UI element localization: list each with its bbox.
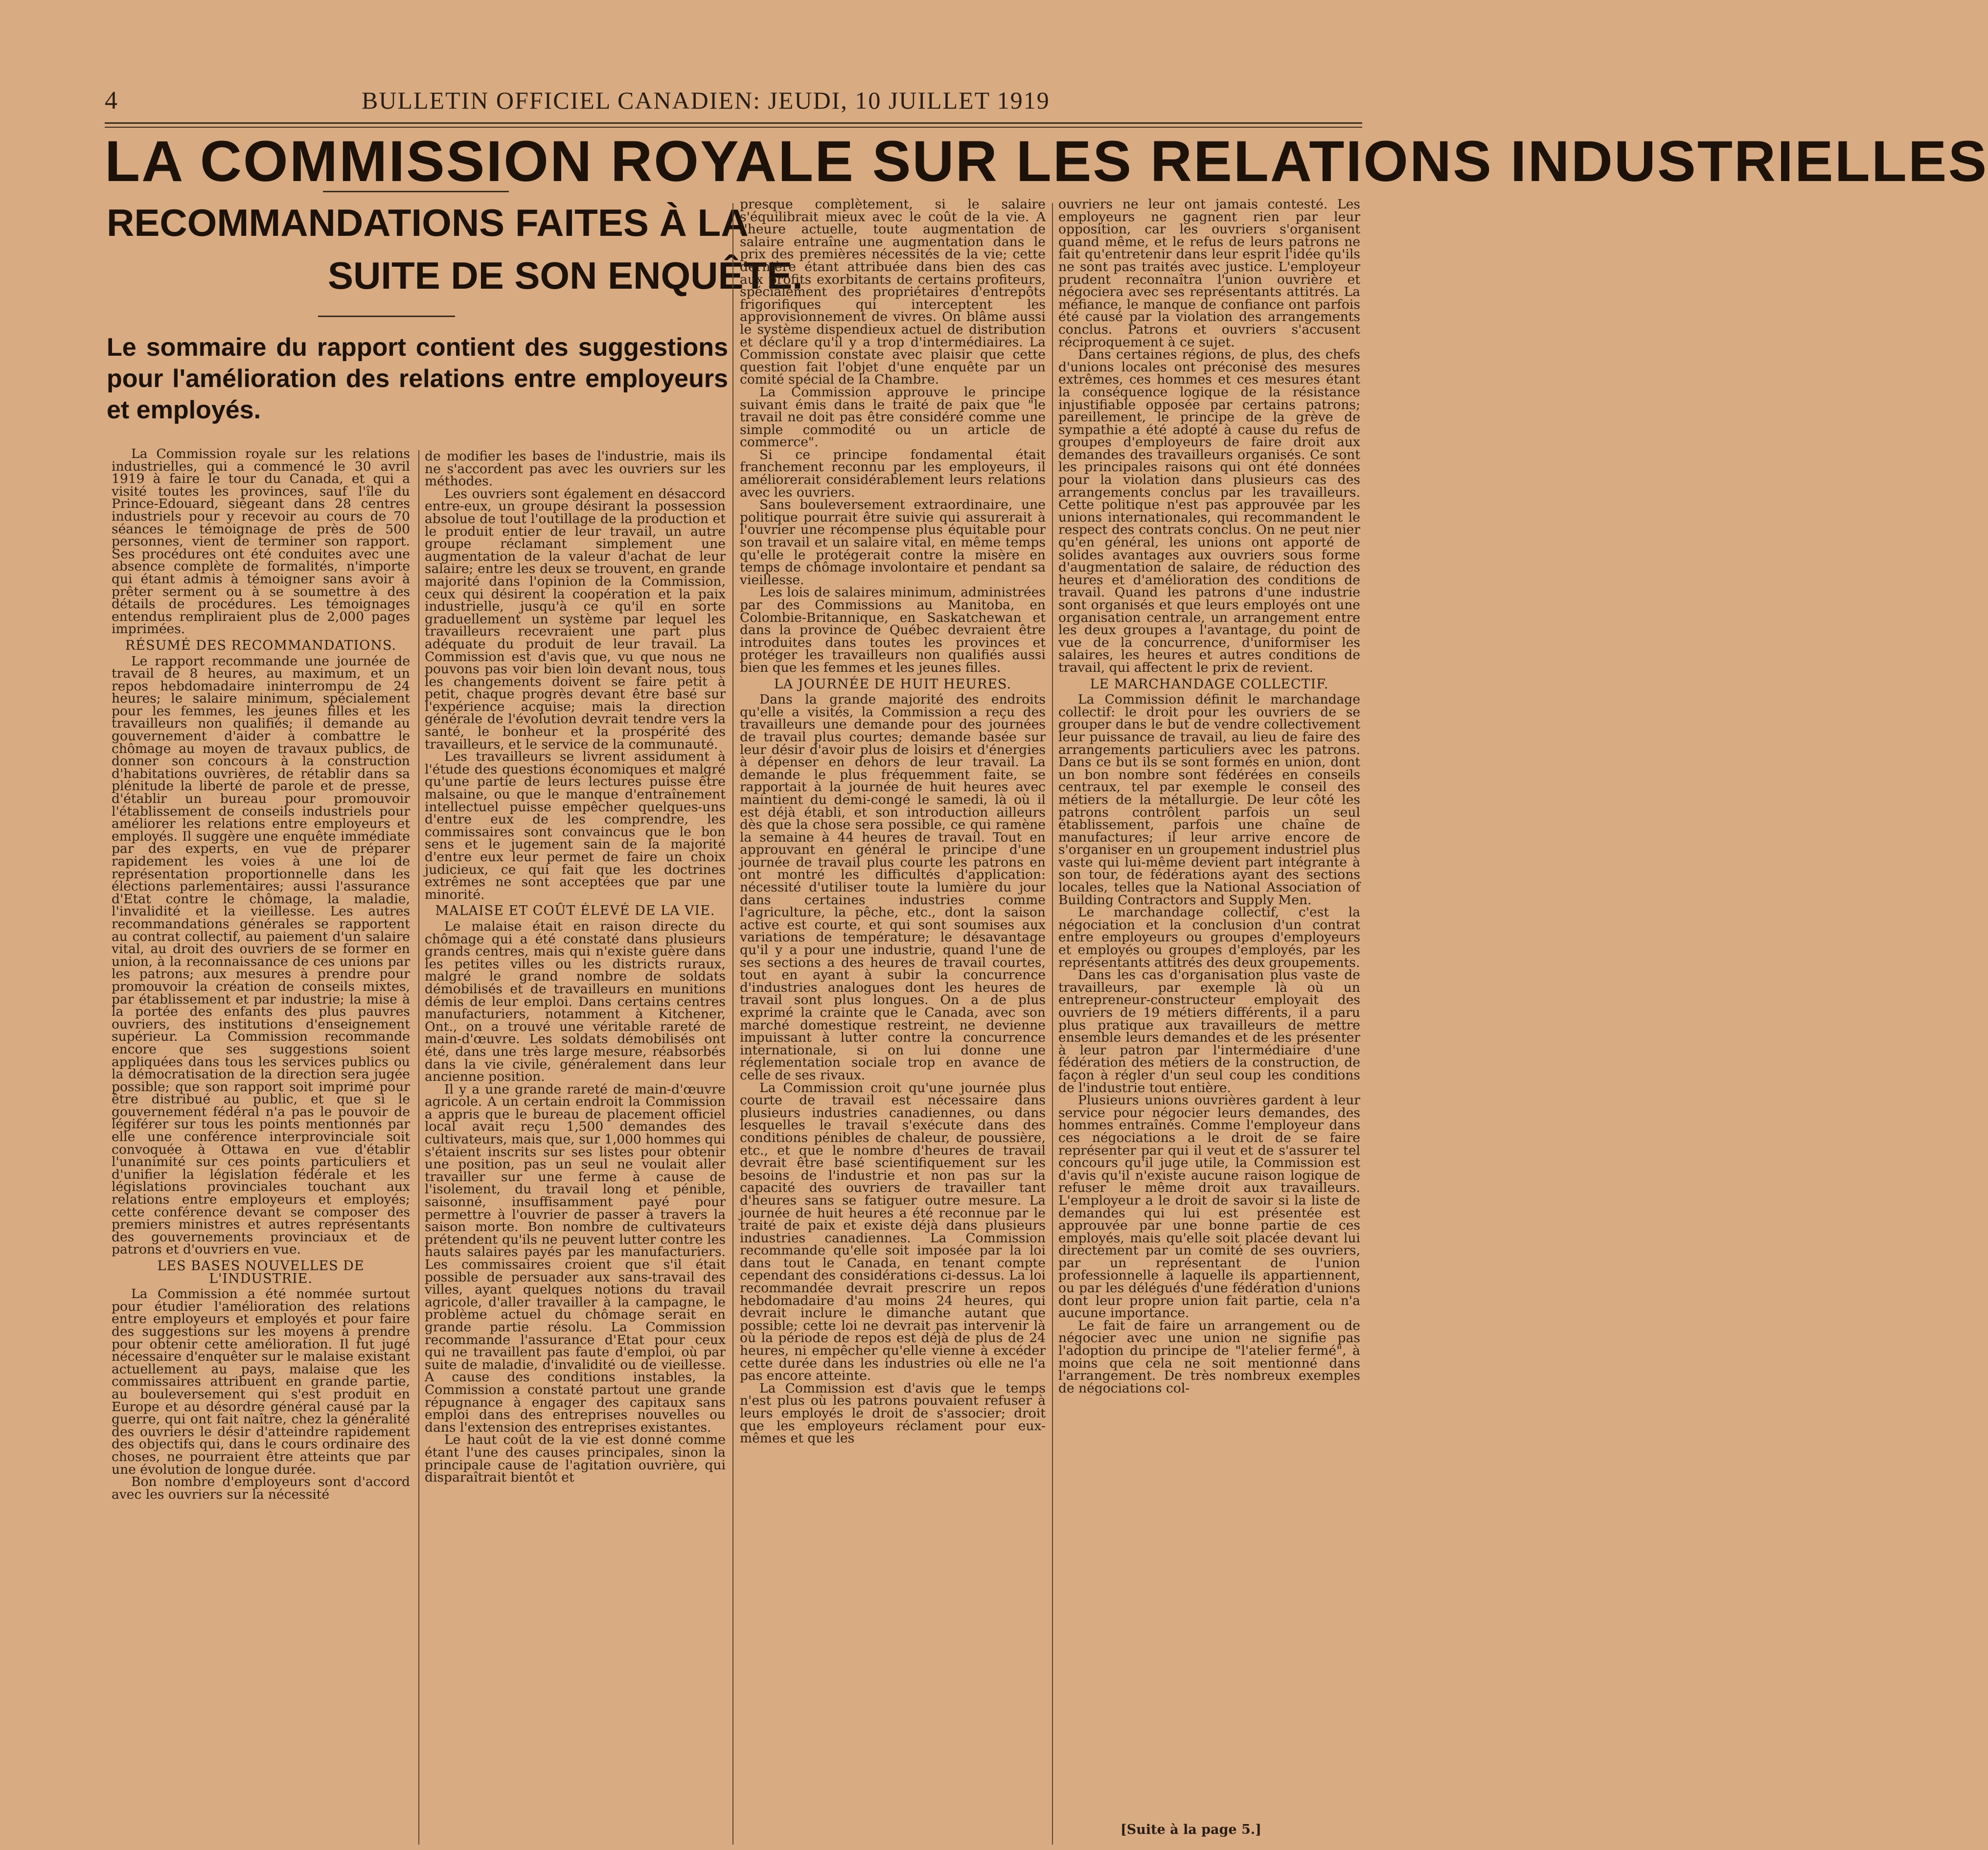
paragraph: Les lois de salaires minimum, administrées par des Commissions au Manitoba, en Colombie-Britannique, en Saskatchewan et dans la province de Québec devraient être introduites dans toutes les provinces et protéger les travailleurs non qualifiés aussi bien que les femmes et les jeunes filles. [740, 585, 1046, 675]
paragraph: Les travailleurs se livrent assidument à l'étude des questions économiques et malgré qu'une partie de leurs lectures puisse être malsaine, ou que le manque d'entraînement intellectuel puisse empêcher quelques-uns d'entre eux de les comprendre, les commissaires sont convaincus que le bon sens et le jugement sain de la majorité d'entre eux leur permet de faire un choix judicieux, ce qui fait que les doctrines extrêmes ne sont acceptées que par une minorité. [425, 749, 726, 902]
subheadline-line2: SUITE DE SON ENQUÊTE. [328, 254, 803, 297]
deck: Le sommaire du rapport contient des suggestions pour l'amélioration des relations entre employeurs et employés. [107, 333, 728, 424]
paragraph: Le rapport recommande une journée de travail de 8 heures, au maximum, et un repos hebdomadaire ininterrompu de 24 heures; le salaire minimum, spécialement pour les femmes, les jeunes filles et les travailleurs non qualifiés; il demande au gouvernement d'aider à combattre le chômage au moyen de travaux publics, de donner son concours à la construction d'habitations ouvrières, de rétablir dans sa plénitude la liberté de parole et de presse, d'établir un bureau pour promouvoir l'établissement de conseils industriels pour améliorer les relations entre employeurs et employés. Il suggère une enquête immédiate par des experts, en vue de préparer rapidement les voies à une loi de représentation proportionnelle dans les élections parlementaires; aussi l'assurance d'Etat contre le chômage, la maladie, l'invalidité et la vieillesse. Les autres recommandations générales se rapportent au contrat collectif, au paiement d'un salaire vital, au droit des ouvriers de se former en union, à la reconnaissance de ces unions par les patrons; aux mesures à prendre pour promouvoir la création de conseils mixtes, par établissement et par industrie; la mise à la portée des enfants des plus pauvres ouvriers, des institutions d'enseignement supérieur. La Commission recommande encore que ses suggestions soient appliquées dans tous les services publics ou la démocratisation de la direction sera jugée possible; que son rapport soit imprimé pour être distribué au public, et que si le gouvernement fédéral n'a pas le pouvoir de légiférer sur tous les points mentionnés par elle une conférence interprovinciale soit convoquée à Ottawa en vue d'établir l'unanimité sur ces points particuliers et d'unifier la législation fédérale et les législations provinciales touchant aux relations entre employeurs et employés; cette conférence devant se composer des premiers ministres et autres représentants des gouvernements provinciaux et de patrons et d'ouvriers en vue. [112, 653, 410, 1257]
paragraph: Le fait de faire un arrangement ou de négocier avec une union ne signifie pas l'adoption du principe de "l'atelier fermé", à moins que cela ne soit mentionné dans l'arrangement. De très nombreux exemples de négociations col- [1058, 1318, 1360, 1396]
article-column-3 [740, 198, 1046, 1847]
paragraph: presque complètement, si le salaire s'équilibrait mieux avec le coût de la vie. A l'heure actuelle, toute augmentation de salaire entraîne une augmentation dans le prix des premières nécessités de la vie; cette dernière étant attribuée dans bien des cas aux profits exorbitants de certains profiteurs, spécialement des propriétaires d'entrepôts frigorifiques qui interceptent les approvisionnement de vivres. On blâme aussi le système dispendieux actuel de distribution et déclare qu'il y a trop d'intermédiaires. La Commission constate avec plaisir que cette question fait l'objet d'une enquête par un comité spécial de la Chambre. [740, 197, 1046, 388]
column-rule-2 [418, 450, 419, 1845]
continuation-note: [Suite à la page 5.] [1120, 1822, 1262, 1837]
paragraph: La Commission royale sur les relations industrielles, qui a commencé le 30 avril 1919 à faire le tour du Canada, et qui a visité toutes les provinces, sauf l'île du Prince-Edouard, siégeant dans 28 centres industriels pour y recevoir au cours de 70 séances le témoignage de près de 500 personnes, vient de terminer son rapport. Ses procédures ont été conduites avec une absence complète de formalités, n'importe qui étant admis à témoigner sans avoir à prêter serment ou à se soumettre à des détails de procédures. Les témoignages entendus rempliraient plus de 2,000 pages imprimées. [112, 446, 410, 637]
paragraph: Le malaise était en raison directe du chômage qui a été constaté dans plusieurs grands centres, mais qui n'existe guère dans les petites villes ou les districts ruraux, malgré le grand nombre de soldats démobilisés et de travailleurs en munitions démis de leur emploi. Dans certains centres manufacturiers, notamment à Kitchener, Ont., on a trouvé une véritable rareté de main-d'œuvre. Les soldats démobilisés ont été, dans une très large mesure, réabsorbés dans la vie civile, généralement dans leur ancienne position. [425, 918, 726, 1085]
section-heading: MALAISE ET COÛT ÉLEVÉ DE LA VIE. [435, 903, 715, 919]
paragraph: Il y a une grande rareté de main-d'œuvre agricole. A un certain endroit la Commission a appris que le bureau de placement officiel local avait reçu 1,500 demandes des cultivateurs, mais que, sur 1,000 hommes qui s'étaient inscrits sur ses listes pour obtenir une position, pas un seul ne voulait aller travailler sur une ferme à cause de l'isolement, du travail long et pénible, saisonné, insuffisamment payé pour permettre à l'ouvrier de passer à travers la saison morte. Bon nombre de cultivateurs prétendent qu'ils ne peuvent lutter contre les hauts salaires payés par les manufacturiers. Les commissaires croient que s'il était possible de persuader aux sans-travail des villes, ayant quelques notions du travail agricole, d'aller travailler à la campagne, le problème actuel du chômage serait en grande partie résolu. La Commission recommande l'assurance d'Etat pour ceux qui ne travaillent pas faute d'emploi, où par suite de maladie, d'invalidité ou de vieillesse. A cause des conditions instables, la Commission a constaté partout une grande répugnance à engager des capitaux sans emploi dans des entreprises nouvelles ou dans l'extension des entreprises existantes. [425, 1081, 726, 1435]
masthead-title: BULLETIN OFFICIEL CANADIEN: JEUDI, 10 JUILLET 1919 [362, 87, 1050, 114]
paragraph: Bon nombre d'employeurs sont d'accord avec les ouvriers sur la nécessité [112, 1474, 410, 1502]
paragraph: Dans certaines régions, de plus, des chefs d'unions locales ont préconisé des mesures extrêmes, ces hommes et ces mesures étant la conséquence logique de la résistance injustifiable opposée par certains patrons; pareillement, le principe de la grève de sympathie a été adopté à cause du refus de groupes d'employeurs de faire droit aux demandes des travailleurs organisés. Ce sont les principales raisons qui ont été données pour la violation dans plusieurs cas des arrangements conclus par les travailleurs. Cette politique n'est pas approuvée par les unions internationales, qui recommandent le respect des contrats conclus. On ne peut nier qu'en général, les unions ont apporté de solides avantages aux ouvriers sous forme d'augmentation de salaire, de réduction des heures et d'amélioration des conditions de travail. Quand les patrons d'une industrie sont organisés et que leurs employés ont une organisation centrale, un arrangement entre les deux groupes a l'avantage, du point de vue de la concurrence, d'uniformiser les salaires, les heures et autres conditions de travail, qui affectent le prix de revient. [1058, 347, 1360, 675]
subheadline-line1: RECOMMANDATIONS FAITES À LA [107, 201, 749, 244]
masthead-rule-thin [105, 127, 1362, 128]
masthead-rule [105, 122, 1362, 124]
paragraph: Dans la grande majorité des endroits qu'elle a visités, la Commission a reçu des travailleurs une demande pour des journées de travail plus courtes; demande basée sur leur désir d'avoir plus de loisirs et d'énergies à dépenser en dehors de leur travail. La demande le plus fréquemment faite, se rapportait à la journée de huit heures avec maintient du demi-congé le samedi, là où il est déjà établi, et son introduction ailleurs dès que la chose sera possible, ce qui ramène la semaine à 44 heures de travail. Tout en approuvant en général le principe d'une journée de travail plus courte les patrons en ont montré les difficultés d'application: nécessité d'utiliser toute la lumière du jour dans certaines industries comme l'agriculture, la pêche, etc., dont la saison active est courte, et qui sont soumises aux variations de température; le désavantage qu'il y a pour une industrie, quand l'une de ses sections a des heures de travail courtes, tout en ayant à subir la concurrence d'industries analogues dont les heures de travail sont plus longues. On a de plus exprimé la crainte que le Canada, avec son marché domestique restreint, ne devienne impuissant à lutter contre la concurrence internationale, si on lui donne une réglementation sociale trop en avance de celle de ses rivaux. [740, 692, 1046, 1083]
section-heading: RÉSUMÉ DES RECOMMANDATIONS. [125, 638, 397, 653]
paragraph: Dans les cas d'organisation plus vaste de travailleurs, par exemple là où un entrepreneur-constructeur employait des ouvriers de 19 métiers différents, il a paru plus pratique aux travailleurs de mettre ensemble leurs demandes et de les présenter à leur patron par l'intermédiaire d'une fédération des métiers de la construction, de façon à régler d'un seul coup les conditions de l'industrie tout entière. [1058, 967, 1360, 1096]
paragraph: de modifier les bases de l'industrie, mais ils ne s'accordent pas avec les ouvriers sur les méthodes. [425, 449, 726, 489]
column-rule-3 [1052, 203, 1053, 1845]
headline-divider [323, 191, 509, 192]
headline: LA COMMISSION ROYALE SUR LES RELATIONS INDUSTRIELLES [105, 129, 1988, 194]
paragraph: La Commission est d'avis que le temps n'est plus où les patrons pouvaient refuser à leurs employés le droit de s'associer; droit que les employeurs réclament pour eux-mêmes et que les [740, 1380, 1046, 1446]
section-heading: LA JOURNÉE DE HUIT HEURES. [774, 676, 1012, 692]
paragraph: La Commission approuve le principe suivant émis dans le traité de paix que "le travail ne doit pas être considéré comme une simple commodité ou un article de commerce". [740, 384, 1046, 450]
paragraph: Sans bouleversement extraordinaire, une politique pourrait être suivie qui assurerait à l'ouvrier une récompense plus équitable pour son travail et un salaire vital, en même temps qu'elle le protégerait contre la misère en temps de chômage involontaire et pendant sa vieillesse. [740, 497, 1046, 588]
paragraph: Plusieurs unions ouvrières gardent à leur service pour négocier leurs demandes, des hommes entraînés. Comme l'employeur dans ces négociations a le droit de se faire représenter par qui il veut et de s'assurer tel concours qu'il juge utile, la Commission est d'avis qu'il n'existe aucune raison logique de refuser le même droit aux travailleurs. L'employeur a le droit de savoir si la liste de demandes qui lui est présentée est approuvée par une bonne partie de ces employés, mais qu'elle soit placée devant lui directement par un comité de ses ouvriers, par un représentant de l'union professionnelle à laquelle ils appartiennent, ou par les délégués d'une fédération d'unions dont leur propre union fait partie, cela n'a aucune importance. [1058, 1093, 1360, 1321]
paragraph: La Commission croit qu'une journée plus courte de travail est nécessaire dans plusieurs industries canadiennes, ou dans lesquelles le travail s'exécute dans des conditions pénibles de chaleur, de poussière, etc., et que le nombre d'heures de travail devrait être basé scientifiquement sur les besoins de l'industrie et non pas sur la capacité des ouvriers de travailler tant d'heures sans se fatiguer outre mesure. La journée de huit heures a été reconnue par le traité de paix et existe déjà dans plusieurs industries canadiennes. La Commission recommande qu'elle soit imposée par la loi dans tout le Canada, en tenant compte cependant des considérations ci-dessus. La loi recommandée devrait prescrire un repos hebdomadaire d'au moins 24 heures, qui devrait inclure le dimanche autant que possible; cette loi ne devrait pas intervenir là où la période de repos est déjà de plus de 24 heures, ni empêcher qu'elle vienne à excéder cette durée dans les industries où elle ne l'a pas encore atteinte. [740, 1080, 1046, 1384]
paragraph: La Commission définit le marchandage collectif: le droit pour les ouvriers de se grouper dans le but de vendre collectivement leur puissance de travail, au lieu de faire des arrangements particuliers avec les patrons. Dans ce but ils se sont formés en union, dont un bon nombre sont fédérées en conseils centraux, tel par exemple le conseil des métiers de la métallurgie. De leur côté les patrons contrôlent parfois un seul établissement, parfois une chaîne de manufactures; il leur arrive encore de s'organiser en un groupement industriel plus vaste qui lui-même devient part intégrante à son tour, de fédérations ayant des sections locales, telles que la National Association of Building Contractors and Supply Men. [1058, 692, 1360, 908]
column-rule-1 [732, 203, 733, 1845]
section-heading: LES BASES NOUVELLES DE L'INDUSTRIE. [157, 1258, 365, 1286]
article-column-1 [112, 448, 410, 1842]
paragraph: Les ouvriers sont également en désaccord entre-eux, un groupe désirant la possession absolue de tout l'outillage de la production et le produit entier de leur travail, un autre groupe réclamant simplement une augmentation de la valeur d'achat de leur salaire; entre les deux se trouvent, en grande majorité dans l'opinion de la Commission, ceux qui désirent la coopération et la paix industrielle, jusqu'à ce qu'il en sorte graduellement un système par lequel les travailleurs recevraient une part plus adéquate du produit de leur travail. La Commission est d'avis que, vu que nous ne pouvons pas voir bien loin devant nous, tous les changements doivent se faire petit à petit, chaque progrès devant être basé sur l'expérience acquise; mais la direction générale de l'évolution devrait tendre vers la santé, le bonheur et la prospérité des travailleurs, et le service de la communauté. [425, 486, 726, 752]
page-number: 4 [105, 87, 117, 114]
section-heading: LE MARCHANDAGE COLLECTIF. [1090, 676, 1329, 692]
paragraph: ouvriers ne leur ont jamais contesté. Les employeurs ne gagnent rien par leur opposition, car les ouvriers s'organisent quand même, et le refus de leurs patrons ne fait qu'entretenir dans leur esprit l'idée qu'ils ne sont pas traités avec justice. L'employeur prudent reconnaîtra l'union ouvrière et négociera avec ses représentants attitrés. La méfiance, le manque de confiance ont parfois été causé par la violation des arrangements conclus. Patrons et ouvriers s'accusent réciproquement à ce sujet. [1058, 197, 1360, 350]
paragraph: Le marchandage collectif, c'est la négociation et la conclusion d'un contrat entre employeurs ou groupes d'employeurs et employés ou groupes d'employés, par les représentants attitrés des deux groupements. [1058, 905, 1360, 970]
masthead [105, 86, 1362, 115]
paragraph: Si ce principe fondamental était franchement reconnu par les employeurs, il améliorerait considérablement leurs relations avec les ouvriers. [740, 447, 1046, 500]
paragraph: Le haut coût de la vie est donné comme étant l'une des causes principales, sinon la principale cause de l'agitation ouvrière, qui disparaîtrait bientôt et [425, 1432, 726, 1485]
paragraph: La Commission a été nommée surtout pour étudier l'amélioration des relations entre employeurs et employés et pour faire des suggestions sur les moyens à prendre pour obtenir cette amélioration. Il fut jugé nécessaire d'enquêter sur le malaise existant actuellement au pays, malaise que les commissaires attribuent en grande partie, au bouleversement qui s'est produit en Europe et au désordre général causé par la guerre, qui ont fait naître, chez la généralité des ouvriers le désir d'atteindre rapidement des objectifs qui, dans le cours ordinaire des choses, ne pourraient être atteints que par une évolution de longue durée. [112, 1286, 410, 1477]
article-column-2 [425, 450, 726, 1842]
subheadline-divider [318, 316, 455, 317]
article-column-4 [1058, 198, 1360, 1818]
